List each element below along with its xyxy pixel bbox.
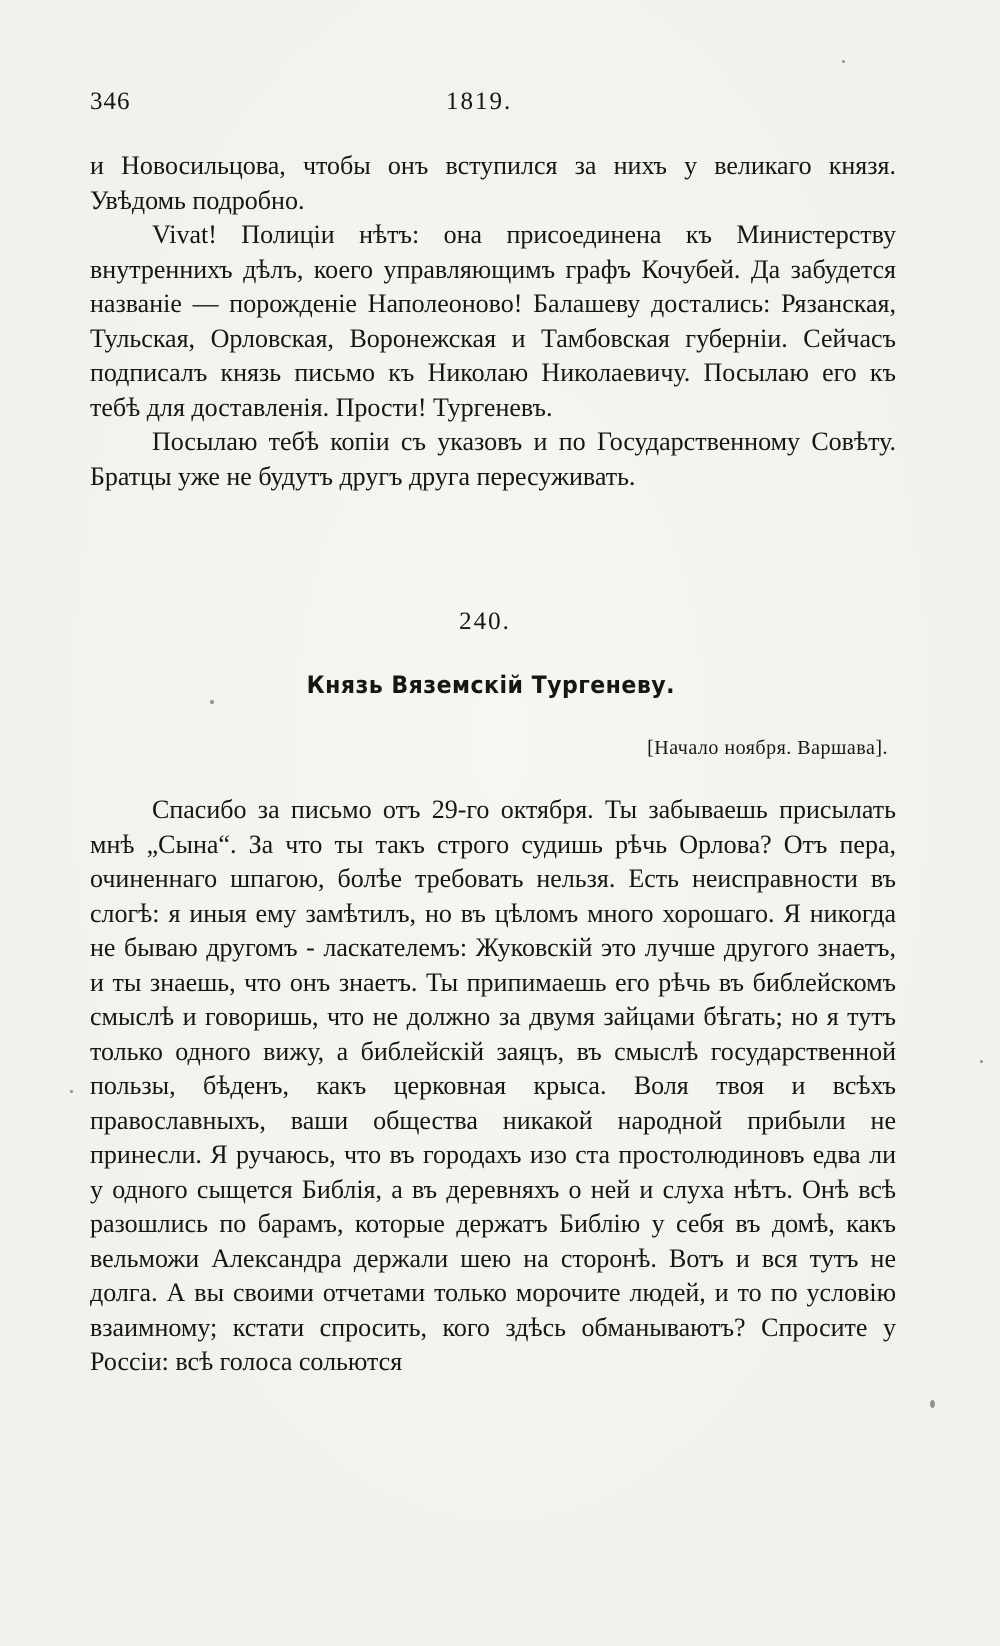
letter-body (90, 793, 896, 1380)
paragraph: Vivat! Полиціи нѣтъ: она присоединена къ Министерству внутреннихъ дѣлъ, коего управляющимъ графъ Кочубей. Да забудется названіе — порожденіе Наполеоново! Балашеву достались: Рязанская, Тульская, Орловская, Воронежская и Тамбовская губерніи. Сейчасъ подписалъ князь письмо къ Николаю Николаевичу. Посылаю его къ тебѣ для доставленія. Прости! Тургеневъ. (90, 220, 896, 422)
letter-dateline: [Начало ноября. Варшава]. (647, 737, 888, 759)
paper-speck (980, 1060, 983, 1063)
paragraph: Посылаю тебѣ копіи съ указовъ и по Государственному Совѣту. Братцы уже не будутъ другъ друга пересуживать. (90, 427, 896, 491)
page-header (90, 88, 910, 128)
letter-title-text: Князь Вяземскій Тургеневу. (306, 671, 675, 699)
page-number: 346 (90, 88, 131, 115)
paragraph: Спасибо за письмо отъ 29-го октября. Ты забываешь присылать мнѣ „Сына“. За что ты такъ строго судишь рѣчь Орлова? Отъ пера, очиненнаго шпагою, болѣе требовать нельзя. Есть неисправности въ слогѣ: я иныя ему замѣтилъ, но въ цѣломъ много хорошаго. Я никогда не бываю другомъ - ласкателемъ: Жуковскій это лучше другого знаетъ, и ты знаешь, что онъ знаетъ. Ты припимаешь его рѣчь въ библейскомъ смыслѣ и говоришь, что не должно за двумя зайцами бѣгать; но я тутъ только одного вижу, а библейскій заяцъ, въ смыслѣ государственной пользы, бѣденъ, какъ церковная крыса. Воля твоя и всѣхъ православныхъ, ваши общества никакой народной прибыли не принесли. Я ручаюсь, что въ городахъ изо ста простолюдиновъ едва ли у одного сыщется Библія, а въ деревняхъ о ней и слуха нѣтъ. Онѣ всѣ разошлись по барамъ, которые держатъ Библію у себя въ домѣ, какъ вельможи Александра держали шею на сторонѣ. Вотъ и вся тутъ не долга. А вы своими отчетами только морочите людей, и то по условію взаимному; кстати спросить, кого здѣсь обманываютъ? Спросите у Россіи: всѣ голоса сольются (90, 795, 896, 1376)
letter-number (0, 608, 1000, 636)
letter-title (40, 671, 960, 699)
letter-number-text: 240. (459, 608, 511, 635)
paragraph: и Новосильцова, чтобы онъ вступился за нихъ у великаго князя. Увѣдомь подробно. (90, 151, 896, 215)
paper-speck (210, 700, 214, 704)
previous-letter-text (90, 149, 896, 494)
paper-speck (70, 1090, 73, 1093)
paper-speck (842, 60, 845, 63)
paper-speck (930, 1400, 935, 1408)
running-head-year: 1819. (446, 88, 513, 115)
